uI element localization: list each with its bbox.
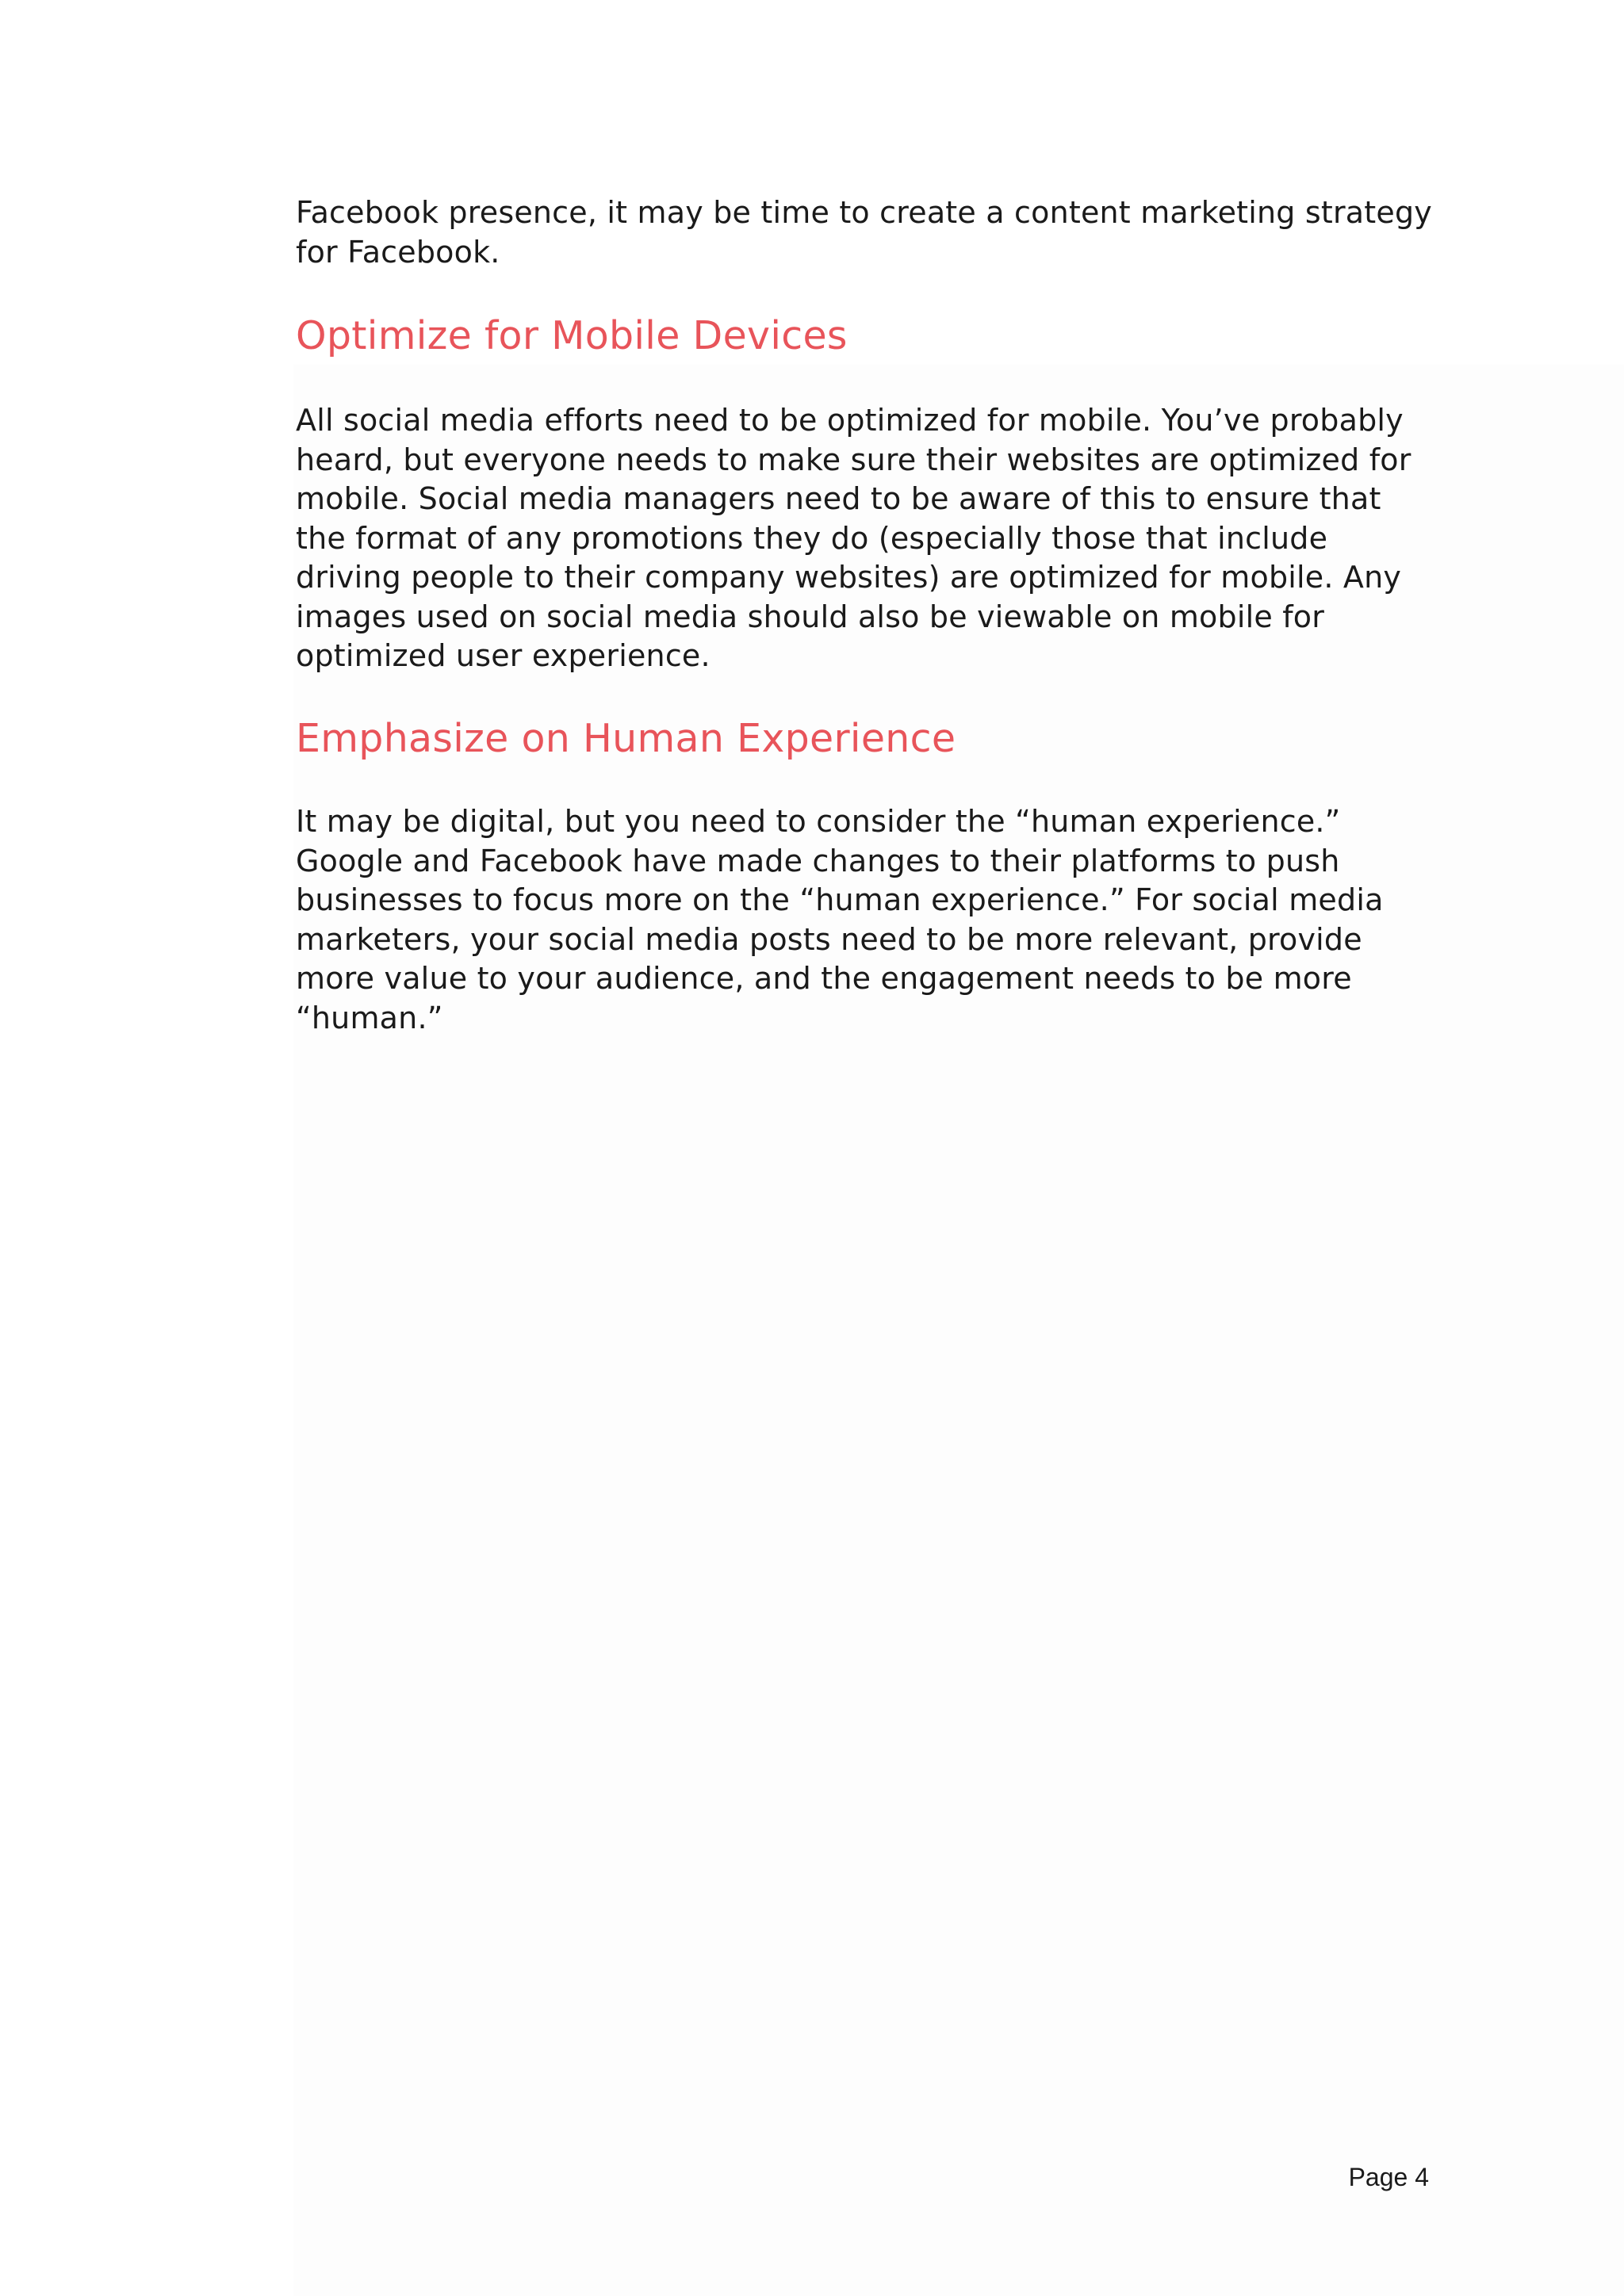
page-number: Page 4: [1348, 2163, 1429, 2191]
section-body-mobile: All social media efforts need to be optimized for mobile. You’ve probably heard, but everyone needs to make sure their websites are optimized for mobile. Social media managers need to be aware of this to ensure that the format of any promotions they do (especially those that include driving people to their company websites) are optimized for mobile. Any images used on social media should also be viewable on mobile for optimized user experience.: [296, 403, 1411, 673]
section-body-human-experience: It may be digital, but you need to consider the “human experience.” Google and Facebook have made changes to their platforms to push businesses to focus more on the “human experience.” For social media marketers, your social media posts need to be more relevant, provide more value to your audience, and the engagement needs to be more “human.”: [296, 804, 1384, 1035]
section-heading-human-experience: Emphasize on Human Experience: [296, 716, 956, 761]
intro-paragraph: Facebook presence, it may be time to create a content marketing strategy for Facebook.: [296, 195, 1432, 270]
section-heading-mobile: Optimize for Mobile Devices: [296, 313, 848, 358]
